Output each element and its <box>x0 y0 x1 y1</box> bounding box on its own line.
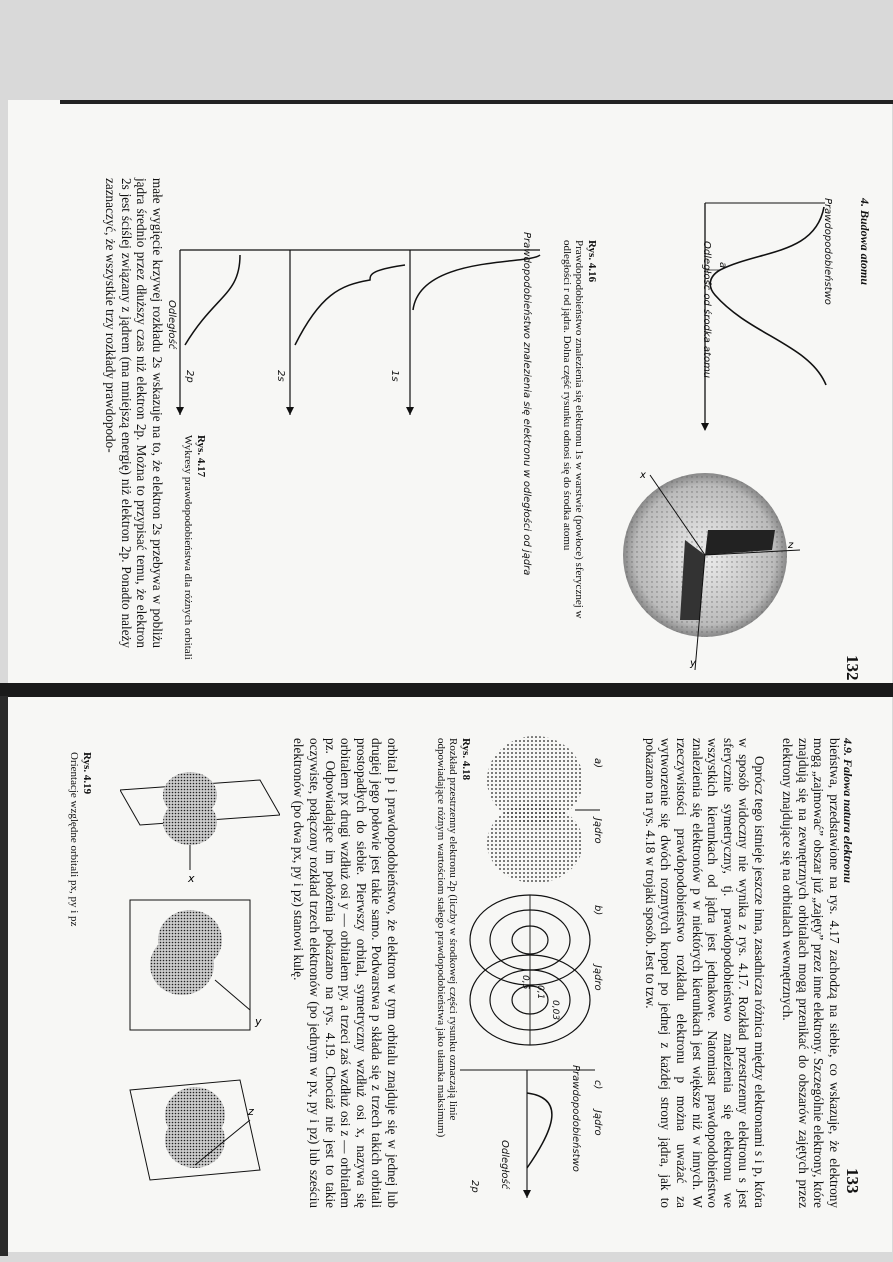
fig-416-axis-arrow <box>701 423 709 431</box>
fig-sphere <box>600 470 800 670</box>
fig-419-py-axis <box>215 980 250 1010</box>
left-page-number: 132 <box>843 655 862 681</box>
fig-416-curve <box>710 207 826 385</box>
fig-419-caption-title: Rys. 4.19 <box>81 752 93 795</box>
fig-419-z-label: z <box>248 1105 254 1118</box>
fig-419-pz-lobe-2 <box>165 1112 225 1168</box>
fig-419-py-lobe-2 <box>150 935 214 995</box>
fig-419-px-lobe-2 <box>163 799 217 845</box>
right-paragraph-2: Oprócz tego istnieje jeszcze inna, zasadnicza różnica między elektronami s i p, która w sposób widoczny nie wynika z rys. 4.17. Rozkład przestrzenny elektronu s jest sferycznie symetryczny, tj. prawdopodobieństwo znalezienia się elektronu we wszystkich kierunkach od jądra jest jednakowe. Natomiast prawdopodobieństwo znalezienia się elektronów p w niektórych kierunkach jest większe niż w innych. W rzeczywistości prawdopodobieństwo rozkładu elektronu p można uważać za wytworzenie się dwóch rozmytych kropel po jednej z każdej strony jądra, jak to pokazano na rys. 4.18 w trojaki sposób. Jest to tzw. <box>642 738 767 1208</box>
fig-419-plot <box>120 770 280 1230</box>
fig-418c-curve-label: 2p <box>469 1180 480 1193</box>
sphere-x-label: x <box>640 470 646 481</box>
fig-417-label-2s: 2s <box>275 370 286 382</box>
left-body-text: małe wygięcie krzywej rozkładu 2s wskazuje na to, że elektron 2s przebywa w pobliżu jądra średnio przez dłuższy czas niż elektron 2p. Można to przypisać temu, że elektron 2s jest ściślej związany z jądrem (ma mniejszą energię) niż elektron 2p. Ponadto należy zaznaczyć, że wszystkie trzy rozkłady prawdopodo- <box>103 178 165 648</box>
fig-417-caption-title: Rys. 4.17 <box>195 435 207 478</box>
fig-418c-y-label: Prawdopodobieństwo <box>570 1065 581 1172</box>
fig-417-plot <box>170 235 550 425</box>
book-left-edge <box>0 696 8 1256</box>
fig-419-y-label: y <box>255 1015 262 1028</box>
book-top-edge <box>60 100 893 104</box>
fig-419-caption <box>68 752 93 1012</box>
fig-416-marker: a <box>717 262 728 269</box>
fig-416-plot <box>600 195 840 435</box>
right-running-header: 4.9. Falowa natura elektronu <box>841 738 855 884</box>
fig-418b-contour-01: 0,1 <box>535 985 545 1000</box>
fig-417-label-2p: 2p <box>184 370 195 383</box>
fig-418b-label: b) <box>592 905 603 916</box>
fig-418b-contour-05: 0,5 <box>520 975 530 990</box>
fig-417-caption <box>182 435 207 665</box>
fig-419-x-label: x <box>188 872 195 885</box>
fig-418a-jadro: Jądro <box>592 818 603 844</box>
fig-418c-curve <box>527 1093 552 1168</box>
fig-418b-contour-003: 0,03 <box>550 1000 560 1021</box>
fig-417-curve-2s <box>295 265 405 345</box>
sphere-y-label: y <box>690 658 696 669</box>
fig-418c-x-label: Odległość <box>499 1140 510 1190</box>
fig-417-curve-2p <box>185 255 240 345</box>
fig-416-x-label: Odległość od środka atomu <box>701 241 712 379</box>
fig-418c-label: c) <box>592 1080 603 1090</box>
book-spine <box>0 683 893 697</box>
fig-417-x-label: Odległość <box>166 300 177 350</box>
right-paragraph-1: bieństwa, przedstawione na rys. 4.17 zachodzą na siebie, co wskazuje, że elektrony mogą „zajmować” obszar już „zajęty” przez inne elektrony. Szczególnie elektrony, które znajdują się na zewnętrznych orbitalach mogą przenikać do obszarów zajętych przez elektrony znajdujące się na orbitalach wewnętrznych. <box>780 738 842 1208</box>
fig-418-caption-text: Rozkład przestrzenny elektronu 2p (liczby w środkowej części rysunku oznaczają linie odpowiadające różnym wartościom stałego prawdopodobieństwa jako ułamka maksimum) <box>435 738 460 1138</box>
fig-418b <box>455 890 605 1050</box>
fig-417-arrow-2p <box>176 407 184 415</box>
fig-418a-label: a) <box>592 758 603 769</box>
fig-417-arrow-2s <box>286 407 294 415</box>
left-running-header: 4. Budowa atomu <box>858 198 872 286</box>
fig-418a-lobe-lower <box>487 803 583 883</box>
fig-418a <box>470 735 600 885</box>
right-page-number: 133 <box>843 1168 862 1194</box>
fig-416-caption-title: Rys. 4.16 <box>586 240 598 283</box>
fig-418c-jadro: Jądro <box>592 1110 603 1136</box>
fig-416-y-label: Prawdopodobieństwo <box>822 198 833 305</box>
fig-417-y-label: Prawdopodobieństwo znalezienia się elektronu w odległości od jądra <box>521 232 532 576</box>
right-paragraph-3: orbital p i prawdopodobieństwo, że elektron w tym orbitalu znajduje się w jednej lub drugiej jego połowie jest takie samo. Podwarstwa p składa się z trzech takich orbitali prostopadłych do siebie. Pierwszy orbital, symetryczny wzdłuż osi x, nazywa się orbitalem px drugi wzdłuż osi y — orbitalem py, a trzeci zaś wzdłuż osi z — orbitalem pz. Odpowiadające im położenia pokazano na rys. 4.19. Chociaż nie jest to takie oczywiste, połączony rozkład trzech elektronów (po jednym w px, py i pz) lub sześciu elektronów (po dwa px, py i pz) stanowi kulę. <box>291 738 400 1208</box>
fig-419-caption-text: Orientacje względne orbitali px, py i pz <box>68 752 81 927</box>
fig-416-caption <box>561 240 599 660</box>
fig-417-caption-text: Wykresy prawdopodobieństwa dla różnych orbitali <box>182 435 195 660</box>
fig-416-caption-text: Prawdopodobieństwo znalezienia się elektronu 1s w warstwie (powłoce) sferycznej w odległości r od jądra. Dolna część rysunku odnosi się do środka atomu <box>561 240 586 619</box>
fig-418-caption <box>435 738 473 1178</box>
fig-417-arrow-1s <box>406 407 414 415</box>
sphere-z-label: z <box>788 540 794 551</box>
fig-418-caption-title: Rys. 4.18 <box>460 738 472 781</box>
fig-418b-jadro: Jądro <box>592 965 603 991</box>
fig-417-label-1s: 1s <box>389 370 400 382</box>
fig-418c-arrow <box>523 1190 531 1198</box>
